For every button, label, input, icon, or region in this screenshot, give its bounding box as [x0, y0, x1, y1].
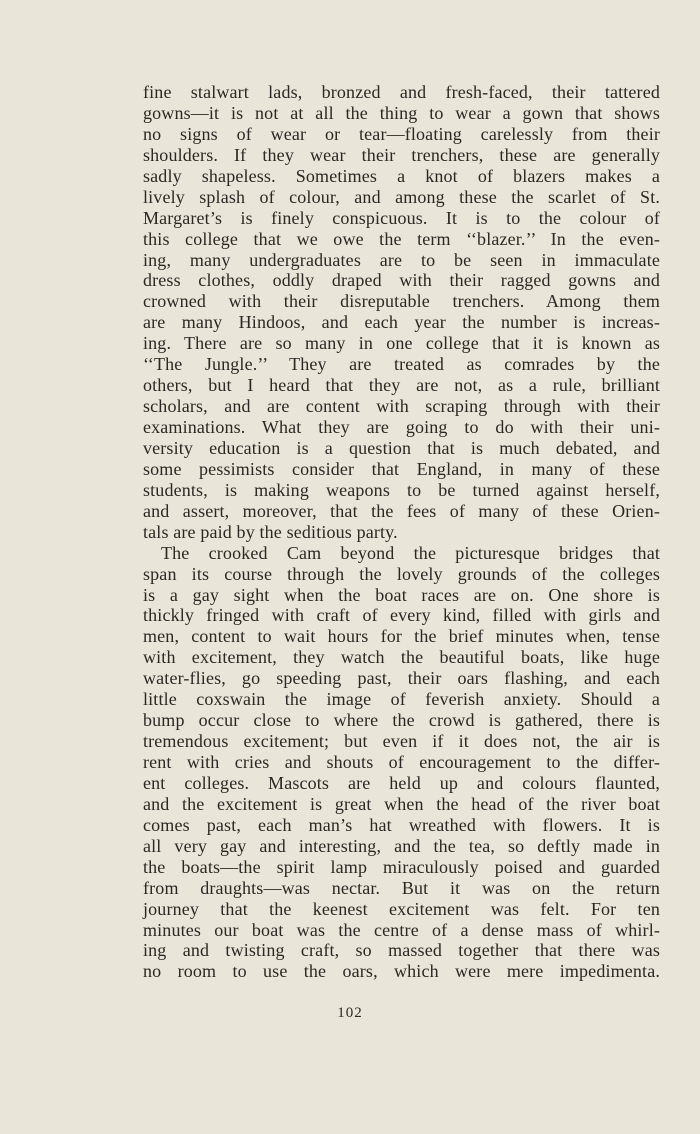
- text-line: no signs of wear or tear—floating carelessly from their: [143, 123, 660, 144]
- text-line: scholars, and are content with scraping through with their: [143, 396, 660, 417]
- text-line: thickly fringed with craft of every kind, filled with girls and: [143, 605, 660, 626]
- text-line: water-flies, go speeding past, their oars flashing, and each: [143, 668, 660, 689]
- text-line: ing and twisting craft, so massed together that there was: [143, 940, 660, 961]
- text-line: are many Hindoos, and each year the number is increas-: [143, 312, 660, 333]
- text-line: sadly shapeless. Sometimes a knot of blazers makes a: [143, 165, 660, 186]
- text-line: ‘‘The Jungle.’’ They are treated as comrades by the: [143, 354, 660, 375]
- text-line: ing, many undergraduates are to be seen in immaculate: [143, 249, 660, 270]
- text-line: bump occur close to where the crowd is gathered, there is: [143, 710, 660, 731]
- text-line: fine stalwart lads, bronzed and fresh-faced, their tattered: [143, 82, 660, 102]
- text-line: with excitement, they watch the beautiful boats, like huge: [143, 647, 660, 668]
- text-line: all very gay and interesting, and the tea, so deftly made in: [143, 835, 660, 856]
- text-line: rent with cries and shouts of encouragement to the differ-: [143, 752, 660, 772]
- text-line: students, is making weapons to be turned against herself,: [143, 479, 660, 500]
- text-line: some pessimists consider that England, in many of these: [143, 458, 660, 479]
- text-line: is a gay sight when the boat races are on. One shore is: [143, 584, 660, 605]
- text-line: shoulders. If they wear their trenchers, these are generally: [143, 144, 660, 165]
- text-line: minutes our boat was the centre of a dense mass of whirl-: [143, 919, 660, 940]
- text-line: crowned with their disreputable trenchers. Among them: [143, 291, 660, 312]
- text-line: The crooked Cam beyond the picturesque bridges that: [161, 542, 660, 563]
- text-line: and the excitement is great when the head of the river boat: [143, 793, 660, 814]
- text-line: others, but I heard that they are not, as a rule, brilliant: [143, 375, 660, 396]
- text-line: lively splash of colour, and among these the scarlet of St.: [143, 186, 660, 207]
- text-line: from draughts—was nectar. But it was on the return: [143, 877, 660, 898]
- text-line: gowns—it is not at all the thing to wear a gown that shows: [143, 102, 660, 123]
- text-line: versity education is a question that is much debated, and: [143, 437, 660, 458]
- text-line: span its course through the lovely grounds of the colleges: [143, 563, 660, 584]
- text-line: examinations. What they are going to do with their uni-: [143, 417, 660, 437]
- text-line: ing. There are so many in one college that it is known as: [143, 333, 660, 354]
- text-line: men, content to wait hours for the brief minutes when, tense: [143, 626, 660, 647]
- text-line: the boats—the spirit lamp miraculously poised and guarded: [143, 856, 660, 877]
- text-line: little coxswain the image of feverish anxiety. Should a: [143, 689, 660, 710]
- text-line: tals are paid by the seditious party.: [143, 521, 398, 542]
- text-line: Margaret’s is finely conspicuous. It is to the colour of: [143, 207, 660, 228]
- text-line: ent colleges. Mascots are held up and colours flaunted,: [143, 772, 660, 793]
- text-line: no room to use the oars, which were mere impedimenta.: [143, 961, 660, 982]
- body-text: [143, 82, 660, 982]
- text-line: journey that the keenest excitement was felt. For ten: [143, 898, 660, 919]
- text-line: tremendous excitement; but even if it does not, the air is: [143, 731, 660, 752]
- text-line: this college that we owe the term ‘‘blazer.’’ In the even-: [143, 228, 660, 249]
- text-line: dress clothes, oddly draped with their ragged gowns and: [143, 270, 660, 291]
- text-line: and assert, moreover, that the fees of many of these Orien-: [143, 500, 660, 521]
- page-number: 102: [337, 1005, 363, 1021]
- text-line: comes past, each man’s hat wreathed with flowers. It is: [143, 814, 660, 835]
